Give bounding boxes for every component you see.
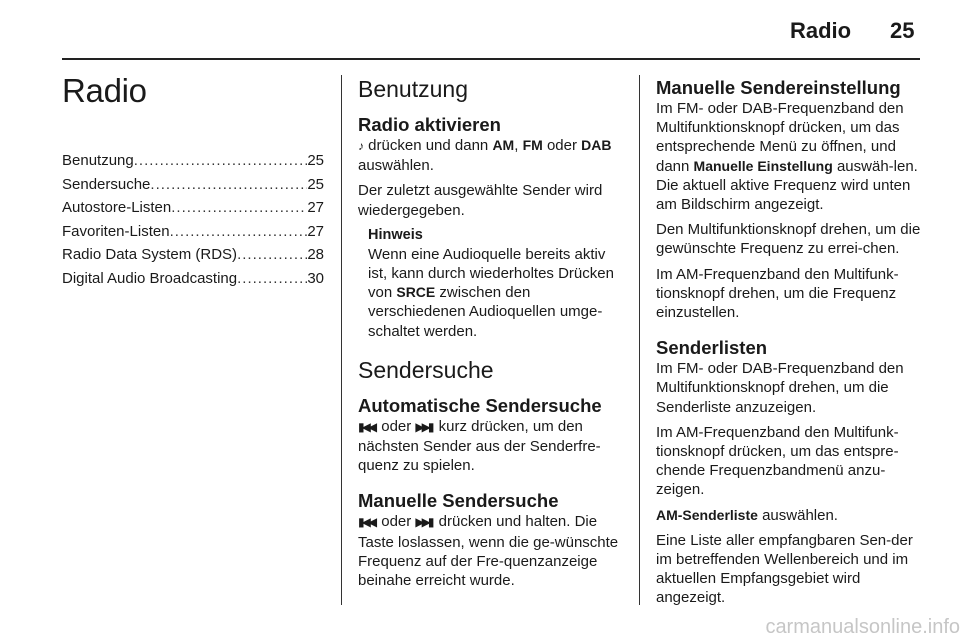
subheading-manual-search: Manuelle Sendersuche [358, 490, 559, 512]
skip-back-icon: ▮◀◀ [358, 515, 375, 530]
paragraph-manual-tuning-2: Den Multifunktionsknopf drehen, um die gewünschte Frequenz zu errei-chen. [656, 221, 921, 258]
toc-list [62, 149, 324, 290]
toc-leader-dots [150, 173, 307, 197]
radio-note-icon: ♪ [358, 139, 361, 153]
paragraph-senderlisten-1: Im FM- oder DAB-Frequenzband den Multifunktionsknopf drehen, um die Senderliste anzuzeigen. [656, 360, 904, 416]
toc-leader-dots [170, 220, 308, 244]
skip-back-icon: ▮◀◀ [358, 419, 375, 434]
section-heading-benutzung: Benutzung [358, 76, 468, 102]
paragraph-senderlisten-3: AM-Senderliste auswählen. [656, 506, 838, 524]
toc-entry-label: Autostore-Listen [62, 199, 172, 216]
toc-entry-label: Radio Data System (RDS) [62, 246, 238, 263]
paragraph-last-station: Der zuletzt ausgewählte Sender wird wiedergegeben. [358, 182, 603, 219]
skip-forward-icon: ▶▶▮ [415, 419, 432, 434]
toc-entry[interactable] [62, 149, 324, 173]
note-heading: Hinweis [368, 226, 423, 243]
text-column-2 [358, 76, 624, 596]
toc-entry[interactable] [62, 173, 324, 197]
toc-entry-page: 30 [307, 269, 324, 287]
toc-entry-page: 25 [307, 175, 324, 193]
paragraph-manual-tuning-3: Im AM-Frequenzband den Multifunk-tionsknopf drehen, um die Frequenz einzustellen. [656, 265, 899, 322]
toc-leader-dots [237, 267, 307, 291]
subheading-auto-search: Automatische Sendersuche [358, 394, 602, 416]
subheading-manual-tuning: Manuelle Sendereinstellung [656, 77, 901, 98]
paragraph-activate: ♪ drücken und dann AM, FM oder DAB auswählen. [358, 137, 612, 175]
toc-entry-page: 28 [307, 246, 324, 263]
toc-entry-page: 25 [307, 152, 324, 169]
toc-leader-dots [237, 243, 307, 267]
toc-entry[interactable] [62, 220, 324, 244]
note-text: Wenn eine Audioquelle bereits aktiv ist, kann durch wiederholtes Drücken von SRCE zwischen den verschiedenen Audioquellen umge-schaltet werden. [368, 245, 614, 340]
toc-leader-dots [171, 196, 307, 220]
column-divider [639, 75, 640, 605]
chapter-title: Radio [62, 72, 147, 109]
text-column-3 [656, 76, 924, 614]
page-header [0, 0, 960, 62]
column-divider [341, 75, 342, 605]
paragraph-auto-search: ▮◀◀ oder ▶▶▮ kurz drücken, um den nächsten Sender aus der Senderfre-quenz zu spielen. [358, 417, 601, 475]
running-title: Radio [790, 18, 852, 43]
toc-leader-dots [134, 149, 308, 173]
note-box [358, 226, 624, 341]
paragraph-senderlisten-2: Im AM-Frequenzband den Multifunk-tionsknopf drücken, um das entspre-chende Frequenzbandmenü anzu-zeigen. [656, 423, 899, 499]
page-number: 25 [890, 18, 915, 43]
chapter-toc-column [62, 72, 324, 290]
paragraph-manual-tuning-1: Im FM- oder DAB-Frequenzband den Multifunktionsknopf drücken, um das entsprechende Menü zu öffnen, und dann Manuelle Einstellung auswäh-len. Die aktuell aktive Frequenz wird unten am Bildschirm angezeigt. [656, 100, 918, 214]
subheading-radio-aktivieren: Radio aktivieren [358, 114, 501, 135]
toc-entry-page: 27 [307, 222, 324, 240]
toc-entry-label: Favoriten-Listen [62, 222, 170, 240]
toc-entry[interactable] [62, 267, 324, 291]
toc-entry[interactable] [62, 243, 324, 267]
toc-entry-label: Sendersuche [62, 175, 151, 193]
section-heading-sendersuche: Sendersuche [358, 356, 494, 383]
paragraph-senderlisten-4: Eine Liste aller empfangbaren Sen-der im betreffenden Wellenbereich und im aktuellen Empfangsgebiet wird angezeigt. [656, 531, 913, 607]
toc-entry-label: Digital Audio Broadcasting [62, 269, 238, 287]
toc-entry[interactable] [62, 196, 324, 220]
paragraph-manual-search: ▮◀◀ oder ▶▶▮ drücken und halten. Die Taste loslassen, wenn die ge-wünschte Frequenz auf der Fre-quenzanzeige beinahe erreicht wurde. [358, 513, 619, 590]
subheading-senderlisten: Senderlisten [656, 337, 768, 359]
toc-entry-page: 27 [307, 199, 324, 216]
watermark: carmanualsonline.info [765, 616, 960, 638]
skip-forward-icon: ▶▶▮ [415, 515, 432, 530]
header-divider [62, 58, 920, 60]
toc-entry-label: Benutzung [62, 152, 134, 169]
